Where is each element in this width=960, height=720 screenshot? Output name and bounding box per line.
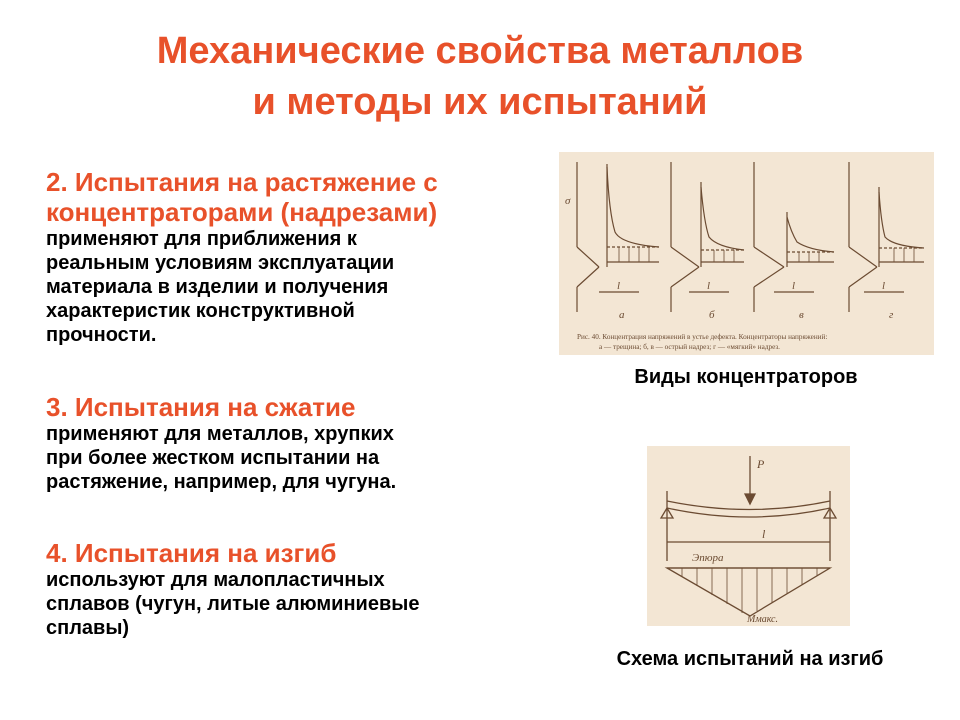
heading-line: 2. Испытания на растяжение с [46, 167, 438, 197]
body-line: используют для малопластичных [46, 569, 385, 591]
moment-diagram [667, 568, 830, 616]
section-body [46, 422, 396, 494]
heading-line: концентраторами (надрезами) [46, 197, 438, 227]
concentrators-figure [559, 152, 934, 355]
heading-line: 4. Испытания на изгиб [46, 538, 337, 568]
heading-line: 3. Испытания на сжатие [46, 392, 356, 422]
dimension-label: l [617, 280, 621, 292]
section-heading [46, 167, 438, 227]
panel-label: б [709, 309, 715, 321]
section-heading [46, 538, 419, 568]
diagram-label: Эпюра [692, 552, 724, 564]
moment-hatching [682, 568, 817, 613]
section-compression-test [46, 392, 396, 494]
panel-label: в [799, 309, 804, 321]
section-body [46, 568, 419, 640]
moment-label: Mмакс. [747, 614, 778, 625]
body-line: применяют для приближения к [46, 228, 357, 250]
bending-caption: Схема испытаний на изгиб [616, 648, 884, 670]
concentrators-caption: Виды концентраторов [634, 366, 858, 388]
body-line: материала в изделии и получения [46, 276, 389, 298]
body-line: растяжение, например, для чугуна. [46, 471, 397, 493]
dimension-label: l [792, 280, 796, 292]
dimension-label: l [707, 280, 711, 292]
body-line: применяют для металлов, хрупких [46, 423, 394, 445]
bending-figure [647, 446, 850, 626]
panel-label: а [619, 309, 625, 321]
span-label: l [762, 527, 766, 541]
body-line: реальным условиям эксплуатации [46, 252, 395, 274]
panel-g-sketch [849, 162, 924, 312]
axis-label-sigma: σ [565, 195, 571, 207]
hatching [619, 247, 914, 262]
body-line: сплавов (чугун, литые алюминиевые [46, 593, 420, 615]
body-line: сплавы) [46, 617, 130, 639]
bending-diagram [647, 446, 850, 626]
figure-caption-line: а — трещина; б, в — острый надрез; г — «мягкий» надрез. [599, 343, 780, 351]
title-line-2: и методы их испытаний [252, 81, 708, 123]
body-line: характеристик конструктивной [46, 300, 355, 322]
section-body [46, 227, 438, 347]
concentrators-diagram [559, 152, 934, 355]
figure-caption-line: Рис. 40. Концентрация напряжений в устье дефекта. Концентраторы напряжений: [577, 333, 828, 341]
body-line: при более жестком испытании на [46, 447, 380, 469]
section-tension-test [46, 167, 438, 347]
title-line-1: Механические свойства металлов [156, 30, 804, 72]
section-bending-test [46, 538, 419, 640]
load-label: P [757, 457, 765, 471]
dimension-label: l [882, 280, 886, 292]
panel-label: г [889, 309, 894, 321]
page-title [0, 26, 960, 128]
body-line: прочности. [46, 324, 157, 346]
section-heading [46, 392, 396, 422]
